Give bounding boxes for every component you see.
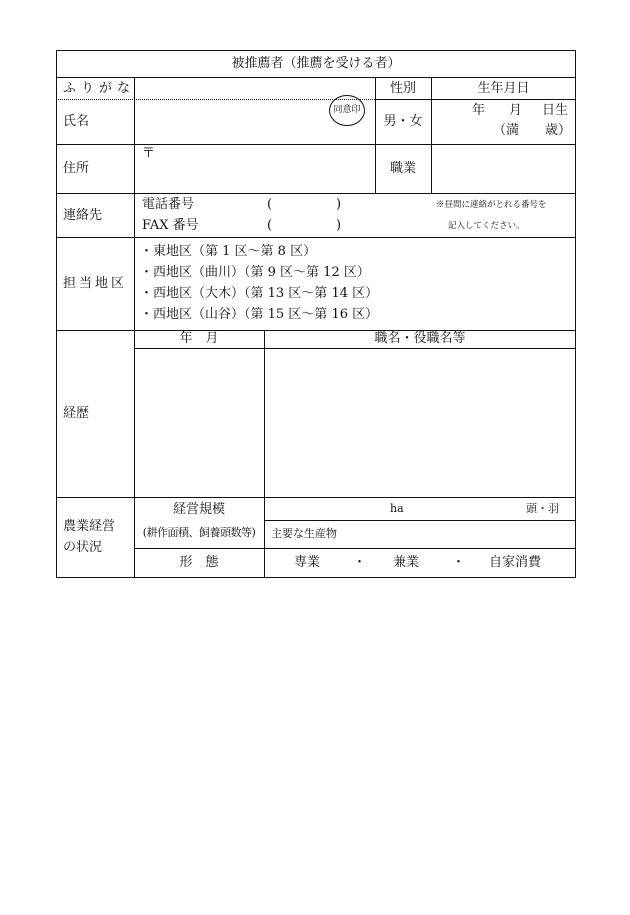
phone-paren-open: ( <box>267 197 273 212</box>
birth-year-unit: 年 <box>472 103 486 118</box>
form-title: 被推薦者（推薦を受ける者） <box>231 56 401 71</box>
contact-note-line2: 記入してください。 <box>448 221 525 231</box>
farm-label-line1: 農業経営 <box>63 519 116 534</box>
head-unit: 頭・羽 <box>526 502 559 515</box>
scale-sub: (耕作面積、飼養頭数等) <box>142 526 256 539</box>
scale-label: 経営規模 <box>172 502 225 517</box>
furigana-label: ふりがな <box>63 81 136 96</box>
birth-day-unit: 日生 <box>542 103 569 118</box>
district-item[interactable]: ・西地区（大木）（第 13 区～第 14 区） <box>140 286 379 301</box>
phone-label: 電話番号 <box>142 197 195 212</box>
phone-paren-close: ) <box>336 197 342 212</box>
form-type-fulltime[interactable]: 専業 <box>294 555 321 570</box>
occupation-field[interactable] <box>432 145 575 193</box>
head-count-field[interactable] <box>406 498 521 520</box>
row-divider <box>375 99 576 100</box>
birth-month-unit: 月 <box>509 103 523 118</box>
district-label: 担当地区 <box>63 276 128 291</box>
occupation-label: 職業 <box>389 161 416 176</box>
gender-options[interactable]: 男・女 <box>383 114 423 129</box>
area-unit: ha <box>390 502 404 515</box>
contact-label: 連絡先 <box>63 208 103 223</box>
farm-label-line2: の状況 <box>63 540 103 555</box>
recommendation-form <box>56 50 576 578</box>
career-title-field[interactable] <box>265 349 575 497</box>
career-col-date: 年 月 <box>179 331 219 346</box>
border-left <box>56 50 57 578</box>
address-field[interactable] <box>135 145 375 193</box>
contact-note-line1: ※昼間に連絡がとれる番号を <box>436 200 547 210</box>
border-top <box>56 50 576 51</box>
name-label: 氏名 <box>63 114 90 129</box>
district-item[interactable]: ・西地区（山谷）（第 15 区～第 16 区） <box>140 307 379 322</box>
form-type-label: 形 態 <box>179 555 219 570</box>
career-label: 経歴 <box>63 406 90 421</box>
address-label: 住所 <box>63 161 90 176</box>
fax-label: FAX 番号 <box>142 218 199 233</box>
main-products-label: 主要な生産物 <box>271 527 337 540</box>
career-col-title: 職名・役職名等 <box>374 331 466 346</box>
main-products-field[interactable] <box>346 521 575 548</box>
district-item[interactable]: ・西地区（曲川）（第 9 区～第 12 区） <box>140 265 370 280</box>
name-field[interactable] <box>135 100 325 144</box>
phone-field[interactable] <box>281 196 333 215</box>
birthdate-label: 生年月日 <box>477 81 530 96</box>
fax-field[interactable] <box>281 217 333 236</box>
fax-paren-open: ( <box>267 218 273 233</box>
form-type-separator: ・ <box>353 555 367 570</box>
form-type-separator: ・ <box>452 555 466 570</box>
row-divider <box>134 548 576 549</box>
area-field[interactable] <box>265 498 385 520</box>
postal-mark: 〒 <box>142 146 156 161</box>
consent-stamp-label: 同意印 <box>333 105 361 115</box>
form-type-parttime[interactable]: 兼業 <box>393 555 420 570</box>
gender-label: 性別 <box>389 81 416 96</box>
consent-stamp[interactable] <box>329 95 365 126</box>
form-type-selfuse[interactable]: 自家消費 <box>489 555 542 570</box>
fax-paren-close: ) <box>336 218 342 233</box>
district-item[interactable]: ・東地区（第 1 区～第 8 区） <box>140 244 317 259</box>
border-right <box>575 50 576 578</box>
age-field: （満 歳） <box>493 123 572 138</box>
career-date-field[interactable] <box>135 349 264 497</box>
